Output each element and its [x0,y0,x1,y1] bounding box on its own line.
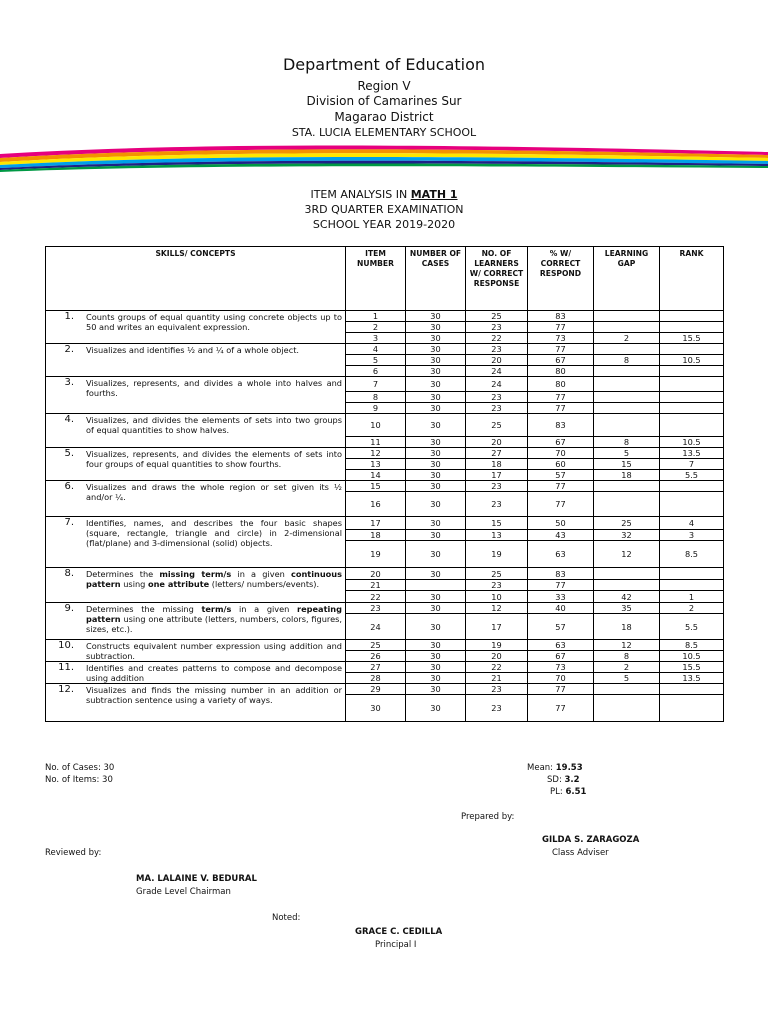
correct-count: 17 [466,470,528,481]
item-number: 11 [346,437,406,448]
skill-number: 3. [64,377,74,388]
item-number: 16 [346,492,406,517]
learning-gap: 2 [594,333,660,344]
percent-correct: 80 [528,366,594,377]
skill-cell [46,377,346,414]
table-row [46,684,724,695]
cases-cell: 30 [406,366,466,377]
correct-count: 10 [466,591,528,603]
cases-cell: 30 [406,695,466,722]
learning-gap [594,414,660,437]
cases-cell: 30 [406,603,466,614]
skill-text: Visualizes, represents, and divides the elements of sets into four groups of equal quantities to show fourths. [86,449,342,469]
rank-cell [660,392,724,403]
cases-cell: 30 [406,662,466,673]
item-number: 30 [346,695,406,722]
correct-count: 23 [466,392,528,403]
correct-count: 23 [466,322,528,333]
learning-gap: 32 [594,530,660,541]
learning-gap [594,377,660,392]
percent-correct: 77 [528,580,594,591]
learning-gap: 5 [594,448,660,459]
skill-cell [46,684,346,722]
correct-count: 23 [466,492,528,517]
rank-cell [660,344,724,355]
cases-cell: 30 [406,517,466,530]
correct-count: 13 [466,530,528,541]
percent-correct: 77 [528,481,594,492]
correct-count: 23 [466,403,528,414]
col-header-item-number: ITEM NUMBER [346,247,406,311]
cases-cell: 30 [406,614,466,640]
learning-gap: 18 [594,614,660,640]
learning-gap: 2 [594,662,660,673]
sd-stat [547,775,580,785]
item-number: 1 [346,311,406,322]
correct-count: 25 [466,568,528,580]
percent-correct: 83 [528,311,594,322]
table-row [46,377,724,392]
percent-correct: 57 [528,470,594,481]
correct-count: 17 [466,614,528,640]
cases-cell: 30 [406,437,466,448]
percent-correct: 77 [528,684,594,695]
cases-cell: 30 [406,640,466,651]
item-number: 7 [346,377,406,392]
cases-cell [406,580,466,591]
rank-cell: 1 [660,591,724,603]
cases-cell: 30 [406,333,466,344]
item-number: 17 [346,517,406,530]
items-count: No. of Items: 30 [45,775,113,785]
table-header-row [46,247,724,311]
correct-count: 23 [466,684,528,695]
percent-correct: 57 [528,614,594,640]
mean-value: 19.53 [555,763,583,773]
correct-count: 23 [466,344,528,355]
percent-correct: 73 [528,333,594,344]
region-label: Region V [357,79,411,93]
pl-value: 6.51 [565,787,587,797]
item-number: 6 [346,366,406,377]
percent-correct: 43 [528,530,594,541]
skill-number: 5. [64,448,74,459]
correct-count: 15 [466,517,528,530]
skill-text-part: in a given [231,604,298,614]
correct-count: 24 [466,377,528,392]
mean-label: Mean: [527,763,554,773]
reviewed-by-name: MA. LALAINE V. BEDURAL [136,874,257,884]
pl-stat [550,787,586,797]
title-subject: MATH 1 [410,188,458,201]
school-name: STA. LUCIA ELEMENTARY SCHOOL [291,126,477,139]
item-number: 26 [346,651,406,662]
skill-text-emphasis: missing term/s [159,569,232,579]
learning-gap [594,492,660,517]
learning-gap [594,403,660,414]
cases-cell: 30 [406,591,466,603]
learning-gap [594,684,660,695]
percent-correct: 67 [528,437,594,448]
skill-number: 6. [64,481,74,492]
skill-text-emphasis: term/s [201,604,232,614]
reviewed-by-role: Grade Level Chairman [136,887,231,897]
learning-gap: 8 [594,651,660,662]
learning-gap: 5 [594,673,660,684]
rank-cell: 10.5 [660,355,724,366]
rank-cell: 10.5 [660,651,724,662]
rank-cell: 5.5 [660,614,724,640]
percent-correct: 67 [528,355,594,366]
learning-gap [594,481,660,492]
skill-number: 12. [58,684,74,695]
learning-gap [594,392,660,403]
col-header-rank: RANK [660,247,724,311]
title-prefix: ITEM ANALYSIS IN [310,188,411,201]
skill-text-part: Determines the missing [86,604,202,614]
item-number: 10 [346,414,406,437]
item-number: 8 [346,392,406,403]
exam-name: 3RD QUARTER EXAMINATION [304,203,464,216]
learning-gap [594,366,660,377]
cases-cell: 30 [406,377,466,392]
rank-cell [660,366,724,377]
table-row [46,448,724,459]
item-number: 4 [346,344,406,355]
pl-label: PL: [550,787,563,797]
percent-correct: 77 [528,344,594,355]
rank-cell: 7 [660,459,724,470]
skill-number: 10. [58,640,74,651]
learning-gap [594,311,660,322]
correct-count: 20 [466,651,528,662]
rank-cell [660,311,724,322]
rank-cell [660,322,724,333]
sd-label: SD: [547,775,562,785]
rank-cell: 15.5 [660,333,724,344]
item-number: 20 [346,568,406,580]
table-row [46,414,724,437]
item-number: 5 [346,355,406,366]
cases-cell: 30 [406,414,466,437]
percent-correct: 83 [528,568,594,580]
rank-cell [660,568,724,580]
skill-text [86,569,342,589]
learning-gap: 8 [594,437,660,448]
learning-gap: 15 [594,459,660,470]
learning-gap: 25 [594,517,660,530]
rank-cell [660,403,724,414]
skill-text: Identifies and creates patterns to compose and decompose using addition [86,663,342,683]
item-number: 2 [346,322,406,333]
cases-cell: 30 [406,541,466,568]
rank-cell [660,580,724,591]
skill-text-part: in a given [231,569,291,579]
cases-cell: 30 [406,311,466,322]
school-year: SCHOOL YEAR 2019-2020 [312,218,456,231]
sd-value: 3.2 [564,775,580,785]
learning-gap: 12 [594,541,660,568]
table-row [46,481,724,492]
cases-count: No. of Cases: 30 [45,763,115,773]
rank-cell [660,414,724,437]
correct-count: 20 [466,355,528,366]
cases-cell: 30 [406,530,466,541]
rank-cell [660,684,724,695]
cases-cell: 30 [406,470,466,481]
cases-cell: 30 [406,568,466,580]
learning-gap [594,344,660,355]
skill-text-emphasis: one attribute [147,579,210,589]
reviewed-by-label: Reviewed by: [45,848,102,858]
item-number: 3 [346,333,406,344]
skill-number: 11. [58,662,74,673]
cases-cell: 30 [406,459,466,470]
percent-correct: 67 [528,651,594,662]
item-number: 19 [346,541,406,568]
department-title: Department of Education [282,55,486,74]
skill-cell [46,481,346,517]
rank-cell: 15.5 [660,662,724,673]
correct-count: 22 [466,333,528,344]
col-header-skills: SKILLS/ CONCEPTS [46,247,346,311]
skill-text: Constructs equivalent number expression using addition and subtraction. [86,641,342,661]
skill-cell [46,568,346,603]
item-number: 9 [346,403,406,414]
item-number: 13 [346,459,406,470]
correct-count: 24 [466,366,528,377]
cases-cell: 30 [406,355,466,366]
col-header-correct: NO. OF LEARNERS W/ CORRECT RESPONSE [466,247,528,311]
skill-text [86,604,342,634]
table-row [46,662,724,673]
division-label: Division of Camarines Sur [306,94,462,108]
percent-correct: 50 [528,517,594,530]
item-number: 14 [346,470,406,481]
skill-number: 8. [64,568,74,579]
table-row [46,344,724,355]
skill-text-part: using one attribute (letters, numbers, colors, figures, sizes, etc.). [86,614,342,634]
percent-correct: 73 [528,662,594,673]
percent-correct: 77 [528,392,594,403]
skill-text-emphasis: repeating pattern [86,604,342,624]
skill-cell [46,344,346,377]
table-row [46,311,724,322]
rank-cell: 2 [660,603,724,614]
rank-cell: 8.5 [660,640,724,651]
skill-number: 7. [64,517,74,528]
cases-cell: 30 [406,403,466,414]
col-header-gap: LEARNING GAP [594,247,660,311]
correct-count: 18 [466,459,528,470]
learning-gap: 35 [594,603,660,614]
skill-number: 4. [64,414,74,425]
cases-cell: 30 [406,322,466,333]
rank-cell: 3 [660,530,724,541]
item-number: 24 [346,614,406,640]
skill-text: Visualizes, and divides the elements of sets into two groups of equal quantities to show halves. [86,415,342,435]
col-header-cases: NUMBER OF CASES [406,247,466,311]
percent-correct: 77 [528,403,594,414]
rank-cell [660,695,724,722]
correct-count: 23 [466,695,528,722]
correct-count: 27 [466,448,528,459]
header-swoosh-graphic [0,140,768,176]
percent-correct: 60 [528,459,594,470]
skill-number: 1. [64,311,74,322]
item-number: 25 [346,640,406,651]
learning-gap: 12 [594,640,660,651]
percent-correct: 80 [528,377,594,392]
prepared-by-name: GILDA S. ZARAGOZA [542,835,640,845]
percent-correct: 77 [528,695,594,722]
item-number: 28 [346,673,406,684]
skill-text: Counts groups of equal quantity using concrete objects up to 50 and writes an equivalent expression. [86,312,342,332]
report-title [0,188,768,201]
correct-count: 21 [466,673,528,684]
table-row [46,640,724,651]
cases-cell: 30 [406,492,466,517]
percent-correct: 63 [528,541,594,568]
item-number: 21 [346,580,406,591]
noted-label: Noted: [272,913,301,923]
item-analysis-table [45,246,724,722]
skill-number: 9. [64,603,74,614]
col-header-percent: % W/ CORRECT RESPOND [528,247,594,311]
item-number: 15 [346,481,406,492]
percent-correct: 70 [528,673,594,684]
skill-cell [46,311,346,344]
percent-correct: 33 [528,591,594,603]
rank-cell [660,492,724,517]
cases-cell: 30 [406,392,466,403]
learning-gap [594,695,660,722]
rank-cell: 13.5 [660,673,724,684]
item-number: 18 [346,530,406,541]
prepared-by-label: Prepared by: [461,812,515,822]
correct-count: 23 [466,481,528,492]
noted-name: GRACE C. CEDILLA [355,927,443,937]
rank-cell [660,377,724,392]
item-number: 12 [346,448,406,459]
percent-correct: 83 [528,414,594,437]
correct-count: 25 [466,311,528,322]
district-label: Magarao District [334,110,434,124]
skill-cell [46,662,346,684]
skill-text-part: Determines the [86,569,160,579]
skill-cell [46,414,346,448]
percent-correct: 77 [528,492,594,517]
item-number: 29 [346,684,406,695]
cases-cell: 30 [406,481,466,492]
table-row [46,603,724,614]
table-row [46,568,724,580]
correct-count: 19 [466,541,528,568]
percent-correct: 70 [528,448,594,459]
rank-cell: 5.5 [660,470,724,481]
rank-cell: 10.5 [660,437,724,448]
cases-cell: 30 [406,448,466,459]
cases-cell: 30 [406,684,466,695]
prepared-by-role: Class Adviser [552,848,609,858]
skill-text-part: (letters/ numbers/events). [209,579,320,589]
percent-correct: 63 [528,640,594,651]
skill-text-part: using [120,579,148,589]
skill-text: Identifies, names, and describes the four basic shapes (square, rectangle, triangle and circle) in 2-dimensional (flat/plane) and 3-dimensional (solid) objects. [86,518,342,548]
skill-text: Visualizes and draws the whole region or set given its ½ and/or ¼. [86,482,342,502]
skill-text: Visualizes and identifies ½ and ¼ of a whole object. [86,345,300,355]
percent-correct: 77 [528,322,594,333]
rank-cell: 13.5 [660,448,724,459]
learning-gap [594,322,660,333]
percent-correct: 40 [528,603,594,614]
mean-stat [527,763,583,773]
correct-count: 23 [466,580,528,591]
correct-count: 20 [466,437,528,448]
skill-text-emphasis: continuous pattern [86,569,342,589]
skill-cell [46,603,346,640]
cases-cell: 30 [406,673,466,684]
item-number: 23 [346,603,406,614]
table-row [46,517,724,530]
learning-gap: 8 [594,355,660,366]
item-number: 22 [346,591,406,603]
learning-gap: 18 [594,470,660,481]
skill-cell [46,448,346,481]
correct-count: 22 [466,662,528,673]
skill-cell [46,517,346,568]
skill-text: Visualizes, represents, and divides a whole into halves and fourths. [86,378,342,398]
skill-text: Visualizes and finds the missing number in an addition or subtraction sentence using a variety of ways. [86,685,342,705]
correct-count: 19 [466,640,528,651]
rank-cell [660,481,724,492]
skill-number: 2. [64,344,74,355]
correct-count: 25 [466,414,528,437]
learning-gap [594,568,660,580]
correct-count: 12 [466,603,528,614]
skill-cell [46,640,346,662]
rank-cell: 4 [660,517,724,530]
noted-role: Principal I [375,940,417,950]
item-number: 27 [346,662,406,673]
rank-cell: 8.5 [660,541,724,568]
learning-gap [594,580,660,591]
cases-cell: 30 [406,344,466,355]
cases-cell: 30 [406,651,466,662]
learning-gap: 42 [594,591,660,603]
